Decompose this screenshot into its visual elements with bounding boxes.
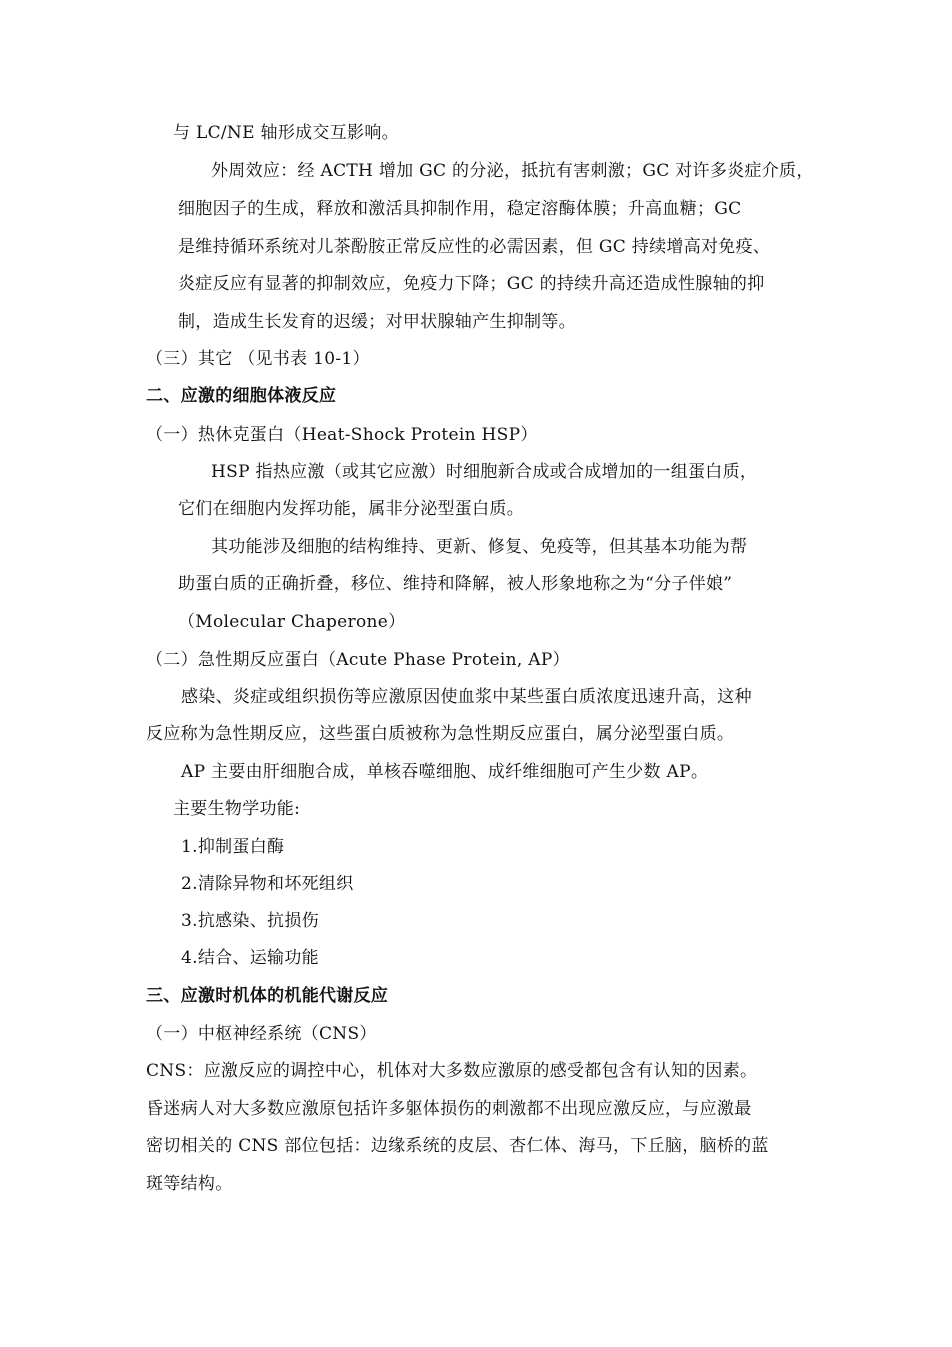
- text-line: 反应称为急性期反应，这些蛋白质被称为急性期反应蛋白，属分泌型蛋白质。: [146, 724, 735, 744]
- text-line: HSP 指热应激（或其它应激）时细胞新合成或合成增加的一组蛋白质，: [211, 462, 758, 482]
- text-line: 外周效应：经 ACTH 增加 GC 的分泌，抵抗有害刺激；GC 对许多炎症介质，: [211, 161, 814, 181]
- list-item: 4.结合、运输功能: [181, 948, 319, 968]
- text-line: 昏迷病人对大多数应激原包括许多躯体损伤的刺激都不出现应激反应，与应激最: [146, 1099, 752, 1119]
- list-item: 2.清除异物和坏死组织: [181, 874, 354, 894]
- text-line: 密切相关的 CNS 部位包括：边缘系统的皮层、杏仁体、海马，下丘脑，脑桥的蓝: [146, 1136, 769, 1156]
- text-line: 其功能涉及细胞的结构维持、更新、修复、免疫等，但其基本功能为帮: [211, 537, 748, 557]
- text-line: 与 LC/NE 轴形成交互影响。: [173, 123, 399, 143]
- section-heading: （一）中枢神经系统（CNS）: [146, 1024, 377, 1044]
- text-line: 它们在细胞内发挥功能，属非分泌型蛋白质。: [178, 499, 524, 519]
- text-line: 助蛋白质的正确折叠，移位、维持和降解，被人形象地称之为“分子伴娘”: [178, 574, 733, 594]
- list-item: 3.抗感染、抗损伤: [181, 911, 319, 931]
- text-line: 细胞因子的生成，释放和激活具抑制作用，稳定溶酶体膜；升高血糖；GC: [178, 199, 742, 219]
- text-line: 制，造成生长发育的迟缓；对甲状腺轴产生抑制等。: [178, 312, 576, 332]
- text-line: 炎症反应有显著的抑制效应，免疫力下降；GC 的持续升高还造成性腺轴的抑: [178, 274, 765, 294]
- chapter-heading: 二、应激的细胞体液反应: [146, 386, 337, 406]
- chapter-heading: 三、应激时机体的机能代谢反应: [146, 986, 389, 1006]
- section-heading: （三）其它 （见书表 10-1）: [146, 349, 370, 369]
- text-line: AP 主要由肝细胞合成，单核吞噬细胞、成纤维细胞可产生少数 AP。: [181, 762, 709, 782]
- text-line: 主要生物学功能:: [173, 799, 301, 819]
- section-heading: （一）热休克蛋白（Heat-Shock Protein HSP）: [146, 425, 538, 445]
- text-line: （Molecular Chaperone）: [178, 612, 406, 632]
- list-item: 1.抑制蛋白酶: [181, 837, 285, 857]
- text-line: 是维持循环系统对儿茶酚胺正常反应性的必需因素，但 GC 持续增高对免疫、: [178, 237, 771, 257]
- text-line: 感染、炎症或组织损伤等应激原因使血浆中某些蛋白质浓度迅速升高，这种: [181, 687, 752, 707]
- section-heading: （二）急性期反应蛋白（Acute Phase Protein, AP）: [146, 650, 570, 670]
- text-line: 斑等结构。: [146, 1174, 233, 1194]
- text-line: CNS：应激反应的调控中心，机体对大多数应激原的感受都包含有认知的因素。: [146, 1061, 758, 1081]
